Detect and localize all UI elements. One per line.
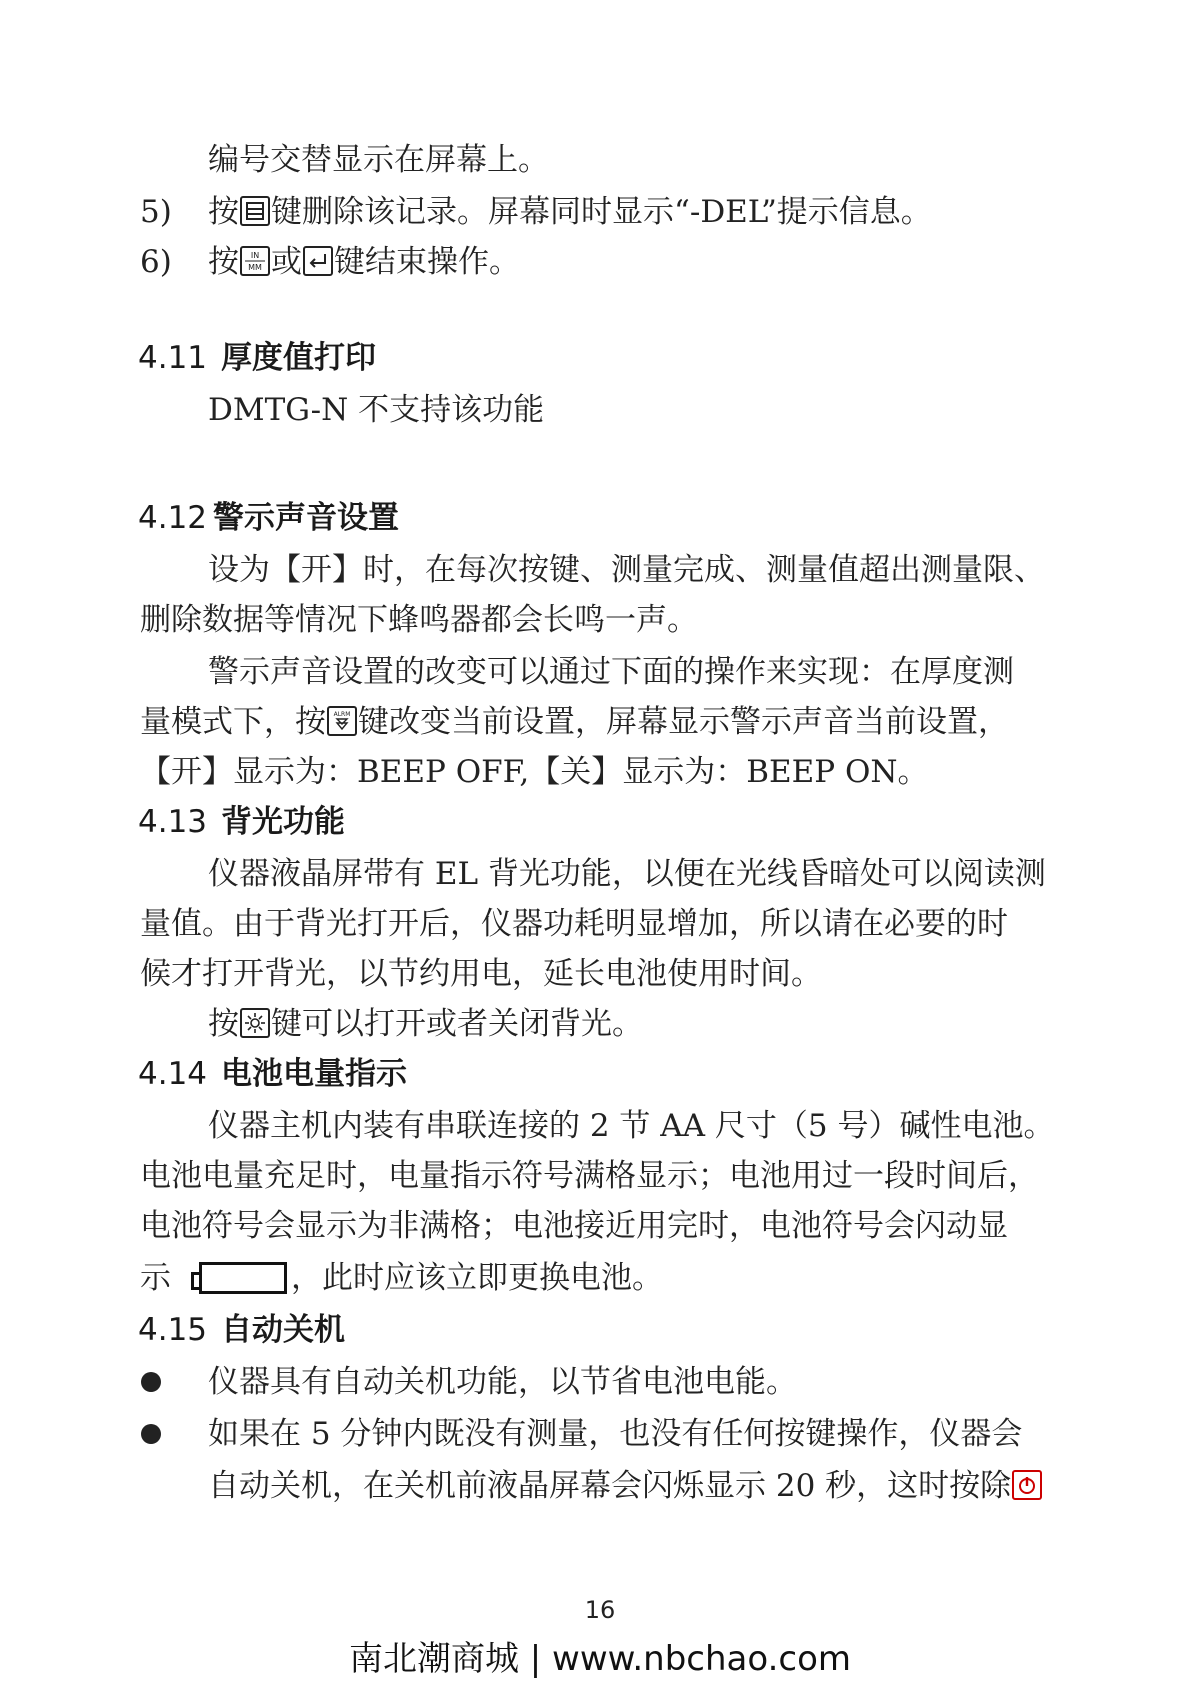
- power-key-icon: [1012, 1470, 1042, 1500]
- section-title: 自动关机: [221, 1312, 346, 1348]
- alarm-key-icon: [327, 706, 357, 736]
- in-mm-key-icon: [240, 246, 270, 276]
- text-line: [208, 1004, 643, 1044]
- text-line: 仪器具有自动关机功能，以节省电池电能。: [208, 1364, 797, 1400]
- site-footer: 南北潮商城 | www.nbchao.com: [348, 1639, 851, 1679]
- section-number: 4.15: [138, 1312, 208, 1348]
- section-title: 厚度值打印: [221, 340, 377, 376]
- text-line: [208, 242, 520, 282]
- section-heading: [138, 338, 376, 378]
- section-title: 电池电量指示: [221, 1056, 408, 1092]
- text-line: 编号交替显示在屏幕上。: [208, 142, 549, 178]
- text-line: 电池电量充足时，电量指示符号满格显示；电池用过一段时间后，: [140, 1158, 1039, 1194]
- bullet-icon: [141, 1424, 161, 1444]
- enter-key-icon: [303, 246, 333, 276]
- text-fragment: 键改变当前设置，屏幕显示警示声音当前设置，: [358, 704, 1009, 740]
- section-title: 背光功能: [221, 804, 346, 840]
- section-number: 4.14: [138, 1056, 208, 1092]
- save-key-icon: [240, 196, 270, 226]
- text-fragment: 自动关机，在关机前液晶屏幕会闪烁显示 20 秒，这时按除: [208, 1468, 1012, 1504]
- text-line: 仪器液晶屏带有 EL 背光功能，以便在光线昏暗处可以阅读测: [208, 856, 1046, 892]
- text-fragment: 键结束操作。: [334, 244, 520, 280]
- text-line: 仪器主机内装有串联连接的 2 节 AA 尺寸（5 号）碱性电池。: [208, 1108, 1055, 1144]
- text-line: [140, 1258, 663, 1298]
- text-line: [208, 192, 932, 232]
- text-fragment: 按: [208, 194, 239, 230]
- text-line: 电池符号会显示为非满格；电池接近用完时，电池符号会闪动显: [140, 1208, 1008, 1244]
- text-fragment: 按: [208, 244, 239, 280]
- section-number: 4.13: [138, 804, 208, 840]
- section-heading: [138, 498, 399, 538]
- text-line: 【开】显示为：BEEP OFF,【关】显示为：BEEP ON。: [140, 754, 929, 790]
- text-line: 设为【开】时，在每次按键、测量完成、测量值超出测量限、: [208, 552, 1045, 588]
- section-number: 4.12: [138, 500, 208, 536]
- section-heading: [138, 802, 345, 842]
- text-line: 警示声音设置的改变可以通过下面的操作来实现：在厚度测: [208, 654, 1014, 690]
- text-fragment: 量模式下，按: [140, 704, 326, 740]
- empty-battery-icon: [199, 1262, 287, 1294]
- text-line: 量值。由于背光打开后，仪器功耗明显增加，所以请在必要的时: [140, 906, 1008, 942]
- text-line: DMTG-N 不支持该功能: [208, 392, 545, 428]
- section-heading: [138, 1310, 345, 1350]
- text-line: [208, 1466, 1043, 1506]
- section-number: 4.11: [138, 340, 208, 376]
- bullet-icon: [141, 1372, 161, 1392]
- text-fragment: ，此时应该立即更换电池。: [291, 1260, 663, 1296]
- section-heading: [138, 1054, 407, 1094]
- page-number: 16: [584, 1596, 616, 1624]
- text-line: 如果在 5 分钟内既没有测量，也没有任何按键操作，仪器会: [208, 1416, 1023, 1452]
- text-fragment: 示: [140, 1260, 171, 1296]
- step-number: 6): [140, 244, 172, 280]
- in-label: IN: [250, 251, 260, 260]
- text-fragment: 键可以打开或者关闭背光。: [271, 1006, 643, 1042]
- mm-label: MM: [248, 263, 262, 272]
- section-title: 警示声音设置: [213, 500, 400, 536]
- text-line: 候才打开背光，以节约用电，延长电池使用时间。: [140, 956, 822, 992]
- text-line: [140, 702, 1009, 742]
- step-number: 5): [140, 194, 172, 230]
- alrm-label: ALRM: [333, 711, 351, 718]
- text-line: 删除数据等情况下蜂鸣器都会长鸣一声。: [140, 602, 698, 638]
- backlight-key-icon: [240, 1008, 270, 1038]
- text-fragment: 按: [208, 1006, 239, 1042]
- text-fragment: 或: [271, 244, 302, 280]
- text-fragment: 键删除该记录。屏幕同时显示“-DEL”提示信息。: [271, 194, 932, 230]
